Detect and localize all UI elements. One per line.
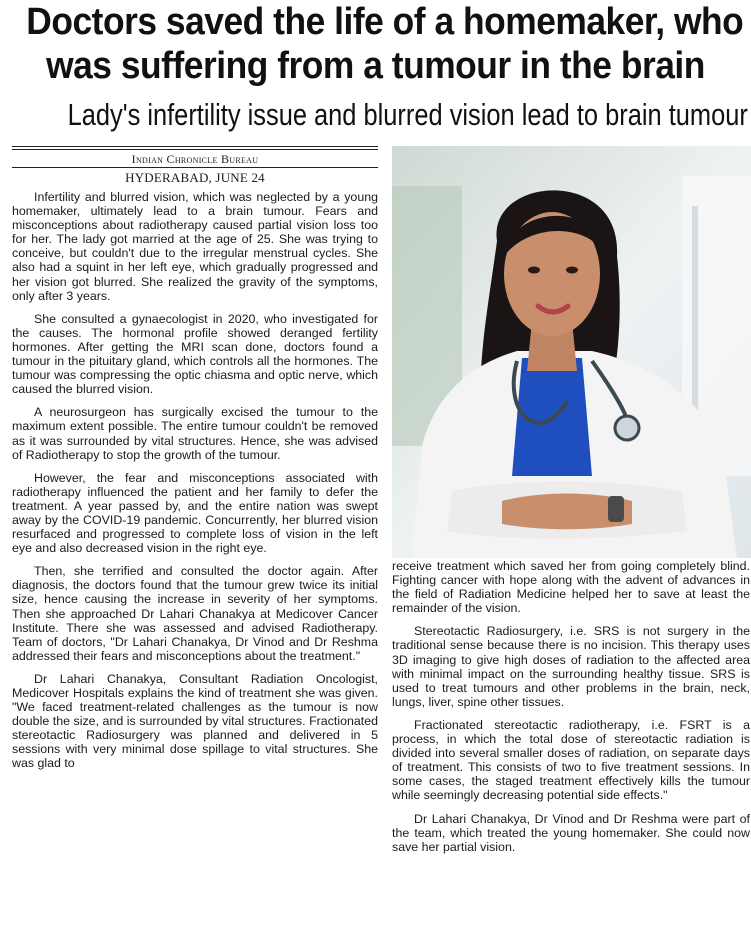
top-rule: [12, 146, 378, 147]
watch-icon: [608, 496, 624, 522]
paragraph: receive treatment which saved her from going completely blind. Fighting cancer with hope along with the advent of advances in the field of Radiation Medicine helped her to save at least the remainder of the vision.: [392, 559, 750, 616]
top-rule-2: [12, 149, 378, 150]
dateline: HYDERABAD, JUNE 24: [125, 170, 265, 185]
paragraph: However, the fear and misconceptions associated with radiotherapy influenced the patient and her family to defer the treatment. A year passed by, and the entire nation was swept away by the COVID-19 pandemic. Concurrently, her blurred vision resurfaced and progressed to complete loss of vision in the left eye and also decreased vision in the right eye.: [12, 470, 378, 556]
doctor-portrait-illustration: [392, 146, 751, 558]
paragraph: Dr Lahari Chanakya, Consultant Radiation Oncologist, Medicover Hospitals explains the kind of treatment she was given. "We faced treatment-related challenges as the tumour is now double the size, and is surrounded by vital structures. Fractionated stereotactic Radiosurgery was planned and delivered in 5 sessions with very minimal dose spillage to vital structures. She was glad to: [12, 671, 378, 771]
article-column-left: [12, 190, 378, 780]
paragraph: Infertility and blurred vision, which was neglected by a young homemaker, ultimately lead to a brain tumour. Fears and misconceptions about radiotherapy caused partial vision loss too for her. The lady got married at the age of 25. She was trying to conceive, but couldn't due to the irregular menstrual cycles. She also had a squint in her left eye, which gradually progressed and her vision got blurred. She realized the gravity of the symptoms, only after 3 years.: [12, 190, 378, 303]
paragraph: Dr Lahari Chanakya, Dr Vinod and Dr Reshma were part of the team, which treated the young homemaker. She could now save her partial vision.: [392, 811, 750, 854]
paragraph: Then, she terrified and consulted the doctor again. After diagnosis, the doctors found that the tumour grew twice its initial size, hence causing the increase in severity of her symptoms. Then she approached Dr Lahari Chanakya at Medicover Cancer Institute. There she was assessed and advised Radiotherapy. Team of doctors, "Dr Lahari Chanakya, Dr Vinod and Dr Reshma addressed their fears and misconceptions about the treatment.": [12, 564, 378, 663]
paragraph: She consulted a gynaecologist in 2020, who investigated for the causes. The hormonal profile showed deranged fertility hormones. After getting the MRI scan done, doctors found a tumour in the pituitary gland, which controls all the hormones. The tumour was compressing the optic chiasma and optic nerve, which caused the blurred vision.: [12, 311, 378, 397]
subheadline: Lady's infertility issue and blurred vision lead to brain tumour: [67, 97, 748, 132]
bureau-rule: [12, 167, 378, 168]
paragraph: A neurosurgeon has surgically excised the tumour to the maximum extent possible. The entire tumour couldn't be removed as it was surrounded by vital structures. Hence, she was advised of Radiotherapy to stop the growth of the tumour.: [12, 405, 378, 462]
article-column-right: [392, 559, 750, 863]
right-eye: [566, 267, 578, 274]
bureau-credit: Indian Chronicle Bureau: [131, 152, 259, 166]
paragraph: Stereotactic Radiosurgery, i.e. SRS is not surgery in the traditional sense because there is no incision. This therapy uses 3D imaging to give high doses of radiation to the affected area with minimal impact on the surrounding healthy tissue. SRS is used to treat tumours and other problems in the brain, neck, lungs, liver, spine other tissues.: [392, 624, 750, 709]
headline-line-2: was suffering from a tumour in the brain: [46, 45, 705, 87]
paragraph: Fractionated stereotactic radiotherapy, i.e. FSRT is a process, in which the total dose of stereotactic radiation is divided into several smaller doses of radiation, on separate days of treatment. This consists of two to five treatment sessions. In some cases, the staged treatment effectively kills the tumour while seemingly decreasing potential side effects.": [392, 717, 750, 803]
left-eye: [528, 267, 540, 274]
headline: [0, 0, 751, 88]
doctor-photo: [392, 146, 751, 558]
headline-line-1: Doctors saved the life of a homemaker, who: [26, 1, 744, 43]
stethoscope-icon: [615, 416, 639, 440]
byline-block: [12, 146, 378, 186]
